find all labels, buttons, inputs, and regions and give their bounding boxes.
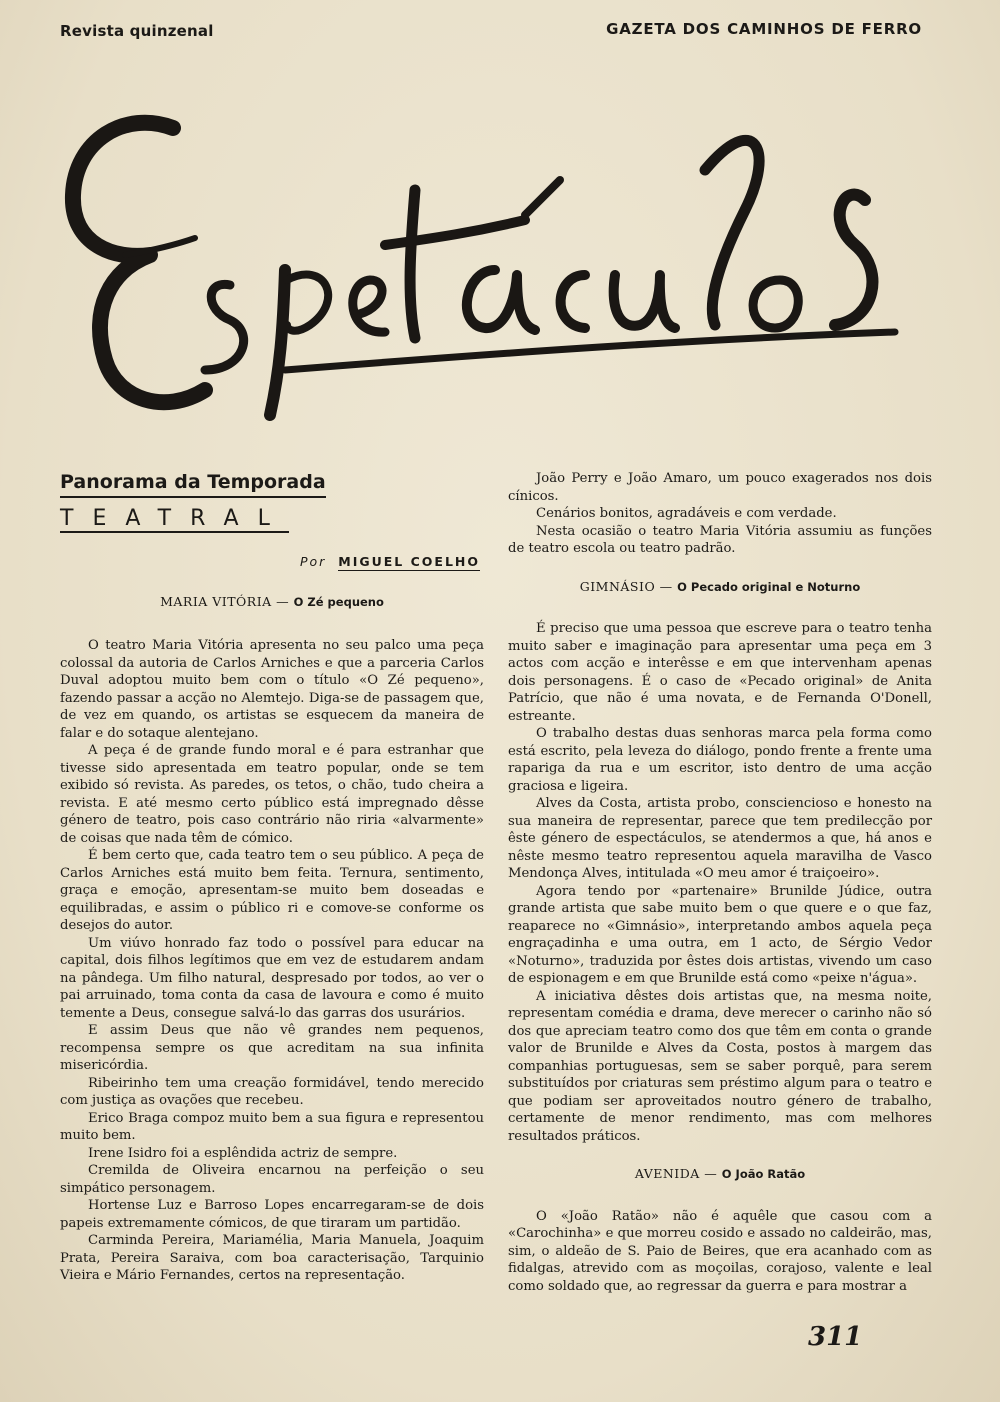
section-subrubric: TEATRAL [60,510,289,534]
section-heading [508,1165,932,1184]
paragraph: Hortense Luz e Barroso Lopes encarregaram-se de dois papeis extremamente cómicos, de que tiraram um partidão. [60,1198,484,1231]
theatre-name: GIMNÁSIO — [579,578,673,594]
right-column [508,470,932,1295]
paragraph: Nesta ocasião o teatro Maria Vitória assumiu as funções de teatro escola ou teatro padrão. [508,523,932,556]
masthead-logo [55,70,935,430]
paragraph: A iniciativa dêstes dois artistas que, na mesma noite, representam comédia e drama, deve merecer o carinho não só dos que apreciam teatro como dos que têm em conta o grande valor de Brunilde e Alves da Costa, postos à margem das companhias portuguesas, sem se saber porquê, para serem substituídos por criaturas sem préstimo algum para o teatro e que podiam ser aproveitados noutro género de trabalho, certamente de menor rendimento, mas com melhores resultados práticos. [508,988,932,1144]
theatre-name: AVENIDA — [634,1166,718,1181]
page-number: 311 [808,1322,863,1352]
paragraph: Cremilda de Oliveira encarnou na perfeição o seu simpático personagem. [60,1163,484,1196]
paragraph: É preciso que uma pessoa que escreve para o teatro tenha muito saber e imaginação para apresentar uma peça em 3 actos com acção e interêsse e em que intervenham apenas dois personagens. É o caso de «Pecado original» de Anita Patrício, que não é uma novata, e de Fernanda O'Donell, estreante. [508,621,932,724]
paragraph: Alves da Costa, artista probo, consciencioso e honesto na sua maneira de representar, parece que tem predilecção por êste género de espectáculos, se atendermos a que, há anos e nêste mesmo teatro representou aquela maravilha de Vasco Mendonça Alves, intitulada «O meu amor é traiçoeiro». [508,796,932,881]
theatre-name: MARIA VITÓRIA — [160,593,290,609]
paragraph: A peça é de grande fundo moral e é para estranhar que tivesse sido apresentada em teatro popular, onde se tem exibido só revista. As paredes, os tetos, o chão, tudo cheira a revista. E até mesmo certo público está impregnado dêsse género de teatro, pois caso contrário não riria «alvarmente» de coisas que nada têm de cómico. [60,743,484,846]
show-title: O Zé pequeno [293,594,384,609]
paragraph: Irene Isidro foi a esplêndida actriz de sempre. [88,1145,398,1161]
paragraph: João Perry e João Amaro, um pouco exagerados nos dois cínicos. [508,471,932,504]
byline [60,553,480,571]
show-title: O Pecado original e Noturno [677,579,861,594]
publication-frequency: Revista quinzenal [60,22,214,40]
paragraph: Carminda Pereira, Mariamélia, Maria Manuela, Joaquim Prata, Pereira Saraiva, com boa caracterisação, Tarquinio Vieira e Mário Fernandes, certos na representação. [60,1233,484,1283]
paragraph: O «João Ratão» não é aquêle que casou com a «Carochinha» e que morreu cosido e assado no caldeirão, mas, sim, o aldeão de S. Paio de Beires, que era acanhado com as fidalgas, atrevido com as moçoilas, corajoso, valente e leal como soldado que, ao regressar da guerra e para mostrar a [508,1208,932,1294]
paragraph: Cenários bonitos, agradáveis e com verdade. [536,506,837,521]
paragraph: É bem certo que, cada teatro tem o seu público. A peça de Carlos Arniches está muito bem feita. Ternura, sentimento, graça e emoção, apresentam-se muito bem doseadas e equilibradas, e assim o público ri e comove-se conforme os desejos do autor. [60,848,484,933]
paragraph: Erico Braga compoz muito bem a sua figura e representou muito bem. [60,1110,484,1143]
paragraph: Agora tendo por «partenaire» Brunilde Júdice, outra grande artista que sabe muito bem o que quere e o que faz, reaparece no «Gimnásio», interpretando ambos aquela peça engraçadinha e uma outra, em 1 acto, de Sérgio Vedor «Noturno», traduzida por êstes dois artistas, vivendo um caso de espionagem e em que Brunilde está como «peixe n'água». [508,883,932,986]
paragraph: Um viúvo honrado faz todo o possível para educar na capital, dois filhos legítimos que em vez de estudarem andam na pândega. Um filho natural, despresado por todos, ao ver o pai arruinado, toma conta da casa de lavoura e como é muito temente a Deus, consegue salvá-lo das garras dos usurários. [60,935,484,1021]
author-name: MIGUEL COELHO [338,554,480,569]
paragraph: Ribeirinho tem uma creação formidável, tendo merecido com justiça as ovações que recebeu. [60,1075,484,1108]
left-column [60,470,484,1285]
paragraph: O teatro Maria Vitória apresenta no seu palco uma peça colossal da autoria de Carlos Arniches e que a parceria Carlos Duval adoptou muito bem com o título «O Zé pequeno», fazendo passar a acção no Alemtejo. Diga-se de passagem que, de vez em quando, os artistas se esquecem da maneira de falar e do sotaque alentejano. [60,638,484,741]
byline-prefix: Por [299,554,327,569]
publication-title: GAZETA DOS CAMINHOS DE FERRO [606,20,922,38]
section-heading [60,593,484,612]
paragraph: O trabalho destas duas senhoras marca pela forma como está escrito, pela leveza do diálogo, pondo frente a frente uma rapariga da rua e um escritor, isto dentro de uma acção graciosa e ligeira. [508,726,932,794]
espetaculos-script-lettering [55,70,935,430]
section-heading [508,578,932,597]
paragraph: E assim Deus que não vê grandes nem pequenos, recompensa sempre os que acreditam na sua infinita misericórdia. [60,1023,484,1073]
section-rubric: Panorama da Temporada [60,474,326,498]
show-title: O João Ratão [721,1167,806,1181]
